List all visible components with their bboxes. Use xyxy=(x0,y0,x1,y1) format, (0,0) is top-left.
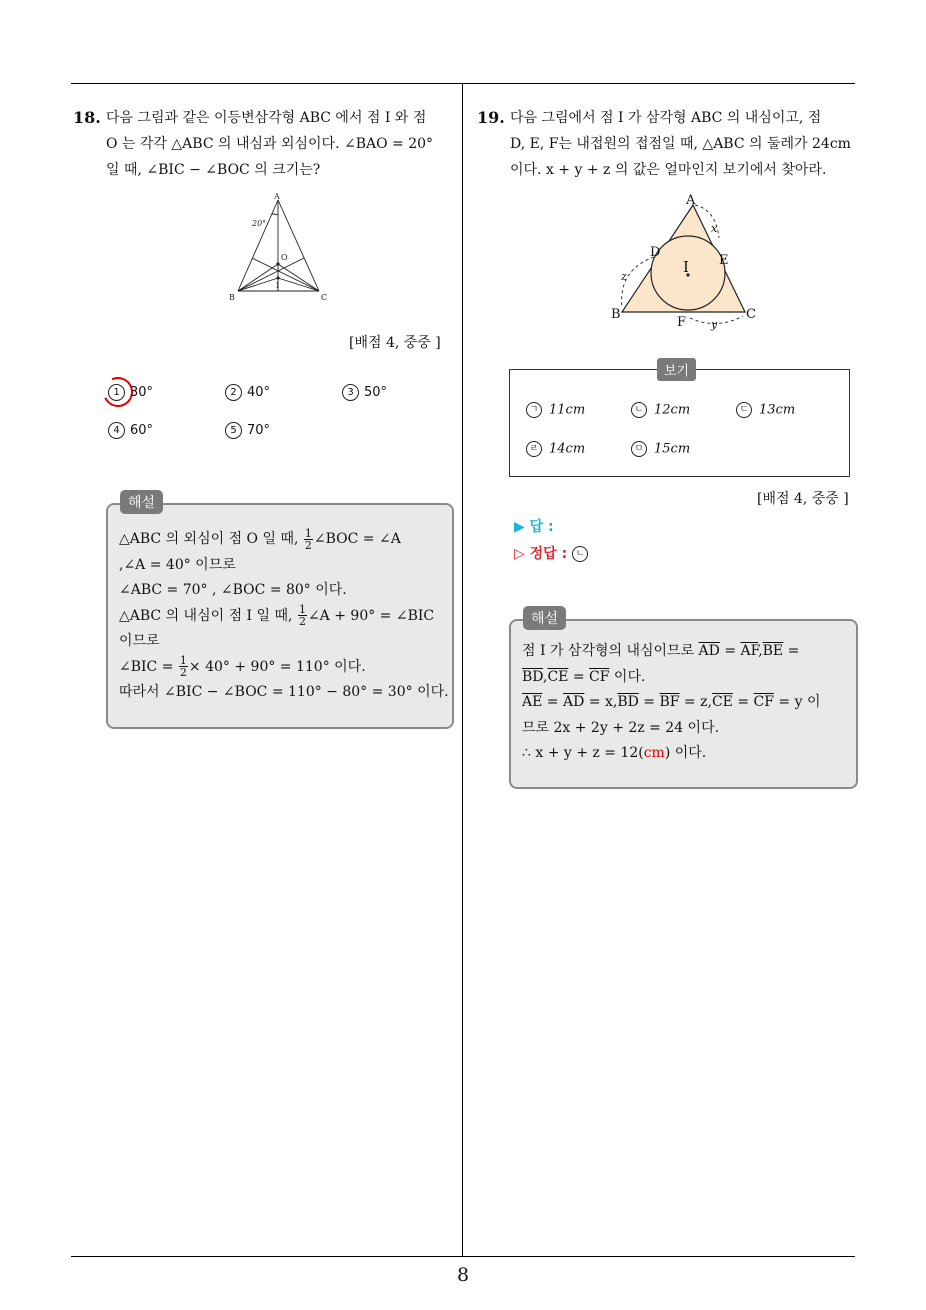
sol-text: △ABC 의 내심이 점 I 일 때, xyxy=(119,607,297,624)
sol-text: ) 이다. xyxy=(664,745,707,761)
sol-text: = x, xyxy=(584,694,618,710)
sol-text: ∠BOC = ∠A xyxy=(313,531,401,547)
q19-label-c: C xyxy=(746,307,756,322)
bogi-choice-4[interactable] xyxy=(526,441,585,457)
q18-choice-4[interactable] xyxy=(108,422,153,439)
q19-incircle-figure xyxy=(606,190,766,335)
question-18-text xyxy=(106,105,433,183)
bogi-choice-5[interactable] xyxy=(631,441,690,457)
bogi-choice-3[interactable] xyxy=(736,402,795,418)
q19-line-3: 이다. x + y + z 의 값은 얼마인지 보기에서 찾아라. xyxy=(510,162,827,178)
segment-ce: $\overline{CE}$ xyxy=(547,668,569,685)
q19-label-z: z xyxy=(621,270,627,283)
bogi-mark-icon: ㄷ xyxy=(736,402,752,418)
q18-triangle-figure xyxy=(228,192,332,304)
choice-number-icon: 3 xyxy=(342,384,359,401)
correct-answer xyxy=(514,543,595,563)
q18-label-c: C xyxy=(321,293,328,302)
bottom-rule xyxy=(71,1256,855,1257)
sol-text: 점 I 가 삼각형의 내심이므로 xyxy=(522,643,699,659)
q19-label-a: A xyxy=(686,193,696,208)
question-18-number: 18. xyxy=(73,108,101,127)
q19-solution-tag: 해설 xyxy=(523,606,566,630)
sol-text: 이다. xyxy=(609,668,646,685)
fraction: $\frac{1}{2}$ xyxy=(304,526,312,552)
q18-solution-tag: 해설 xyxy=(120,490,163,514)
sol-text: = xyxy=(732,694,754,710)
q18-score: [배점 4, 중중 ] xyxy=(349,335,441,351)
bogi-label: 13cm xyxy=(759,402,796,418)
q19-line-2: D, E, F는 내접원의 접점일 때, △ABC 의 둘레가 24cm xyxy=(510,136,851,152)
choice-label: 40° xyxy=(247,385,271,400)
q18-choice-2[interactable] xyxy=(225,384,270,401)
q18-line-3: 일 때, ∠BIC − ∠BOC 의 크기는? xyxy=(106,162,321,178)
q19-label-f: F xyxy=(677,315,687,330)
q19-label-x: x xyxy=(711,222,718,235)
unit-text: cm xyxy=(643,745,665,761)
bogi-box xyxy=(509,369,850,477)
segment-ae: $\overline{AE}$ xyxy=(522,694,543,710)
segment-ad: $\overline{AD}$ xyxy=(698,643,720,659)
choice-label: 60° xyxy=(130,423,154,438)
q18-label-i: I xyxy=(276,281,280,290)
bogi-label: 15cm xyxy=(654,441,691,457)
bogi-mark-icon: ㄴ xyxy=(631,402,647,418)
sol-text: = xyxy=(542,694,563,710)
correct-label: ▷ 정답 : xyxy=(514,546,573,562)
segment-bf: $\overline{BF}$ xyxy=(659,694,680,710)
q18-angle-label: 20° xyxy=(252,219,267,228)
segment-cf: $\overline{CF}$ xyxy=(589,668,610,685)
fraction: $\frac{1}{2}$ xyxy=(179,654,187,679)
sol-text: ∠ABC = 70° , ∠BOC = 80° 이다. xyxy=(119,582,347,598)
q18-line-1: 다음 그림과 같은 이등변삼각형 ABC 에서 점 I 와 점 xyxy=(106,110,427,126)
sol-text: = y 이 xyxy=(773,694,821,710)
sol-text: = xyxy=(638,694,660,710)
q19-label-e: E xyxy=(719,253,729,268)
segment-bd: $\overline{BD}$ xyxy=(617,694,639,710)
q18-label-a: A xyxy=(274,192,280,201)
q18-choice-1[interactable] xyxy=(108,384,153,401)
sol-text: ∠A + 90° = ∠BIC xyxy=(307,607,435,624)
bogi-label: 12cm xyxy=(654,402,691,418)
fraction: $\frac{1}{2}$ xyxy=(298,603,306,628)
q18-line-2: O 는 각각 △ABC 의 내심과 외심이다. ∠BAO = 20° xyxy=(106,136,434,152)
q18-solution-text xyxy=(119,527,449,706)
segment-cf: $\overline{CF}$ xyxy=(753,694,774,710)
choice-label: 30° xyxy=(130,385,154,400)
q18-choice-5[interactable] xyxy=(225,422,270,439)
q18-choice-3[interactable] xyxy=(342,384,387,401)
question-19-number: 19. xyxy=(477,108,505,127)
sol-text: ∴ x + y + z = 12( xyxy=(522,745,644,761)
q18-label-o: O xyxy=(281,253,288,262)
bogi-choice-1[interactable] xyxy=(526,402,585,418)
sol-text: △ABC 의 외심이 점 O 일 때, xyxy=(119,531,303,547)
choice-label: 70° xyxy=(247,423,271,438)
bogi-label: 11cm xyxy=(549,402,586,418)
sol-text: , xyxy=(758,643,763,659)
bogi-label: 14cm xyxy=(549,441,586,457)
choice-number-icon: 2 xyxy=(225,384,242,401)
sol-text: ,∠A = 40° 이므로 xyxy=(119,556,236,573)
page-number: 8 xyxy=(456,1264,470,1286)
q19-label-y: y xyxy=(711,318,718,331)
bogi-choice-2[interactable] xyxy=(631,402,690,418)
segment-af: $\overline{AF}$ xyxy=(740,643,759,659)
q19-line-1: 다음 그림에서 점 I 가 삼각형 ABC 의 내심이고, 점 xyxy=(510,110,822,126)
bogi-mark-icon: ㄱ xyxy=(526,402,542,418)
q19-solution-text xyxy=(522,639,820,767)
sol-text: × 40° + 90° = 110° 이다. xyxy=(188,658,366,675)
sol-text: , xyxy=(543,668,548,685)
answer-input-label: ▶ 답 : xyxy=(514,519,554,535)
sol-text: = xyxy=(568,668,590,685)
bogi-mark-icon: ㄹ xyxy=(526,441,542,457)
sol-text: ∠BIC = xyxy=(119,658,178,675)
choice-number-icon: 5 xyxy=(225,422,242,439)
top-rule xyxy=(71,83,855,84)
bogi-tag: 보기 xyxy=(657,358,696,381)
segment-ad: $\overline{AD}$ xyxy=(562,694,585,710)
sol-text: = xyxy=(719,643,741,659)
q19-label-i: I xyxy=(683,258,689,276)
segment-ce: $\overline{CE}$ xyxy=(711,694,733,710)
q19-score: [배점 4, 중중 ] xyxy=(757,491,849,507)
choice-number-icon: 1 xyxy=(108,384,125,401)
segment-bd: $\overline{BD}$ xyxy=(522,668,544,685)
choice-label: 50° xyxy=(364,385,388,400)
segment-be: $\overline{BE}$ xyxy=(762,643,784,659)
q18-label-b: B xyxy=(229,293,235,302)
question-19-text xyxy=(510,105,851,183)
sol-text: = z, xyxy=(679,694,712,710)
correct-value-icon: ㄴ xyxy=(572,546,588,562)
sol-text: 므로 2x + 2y + 2z = 24 이다. xyxy=(522,719,720,736)
q19-label-b: B xyxy=(611,307,621,322)
sol-text: = xyxy=(783,643,800,659)
sol-text: 따라서 ∠BIC − ∠BOC = 110° − 80° = 30° 이다. xyxy=(119,684,449,700)
bogi-mark-icon: ㅁ xyxy=(631,441,647,457)
q19-label-d: D xyxy=(650,245,661,260)
sol-text: 이므로 xyxy=(119,633,160,649)
choice-number-icon: 4 xyxy=(108,422,125,439)
column-divider xyxy=(462,83,463,1256)
